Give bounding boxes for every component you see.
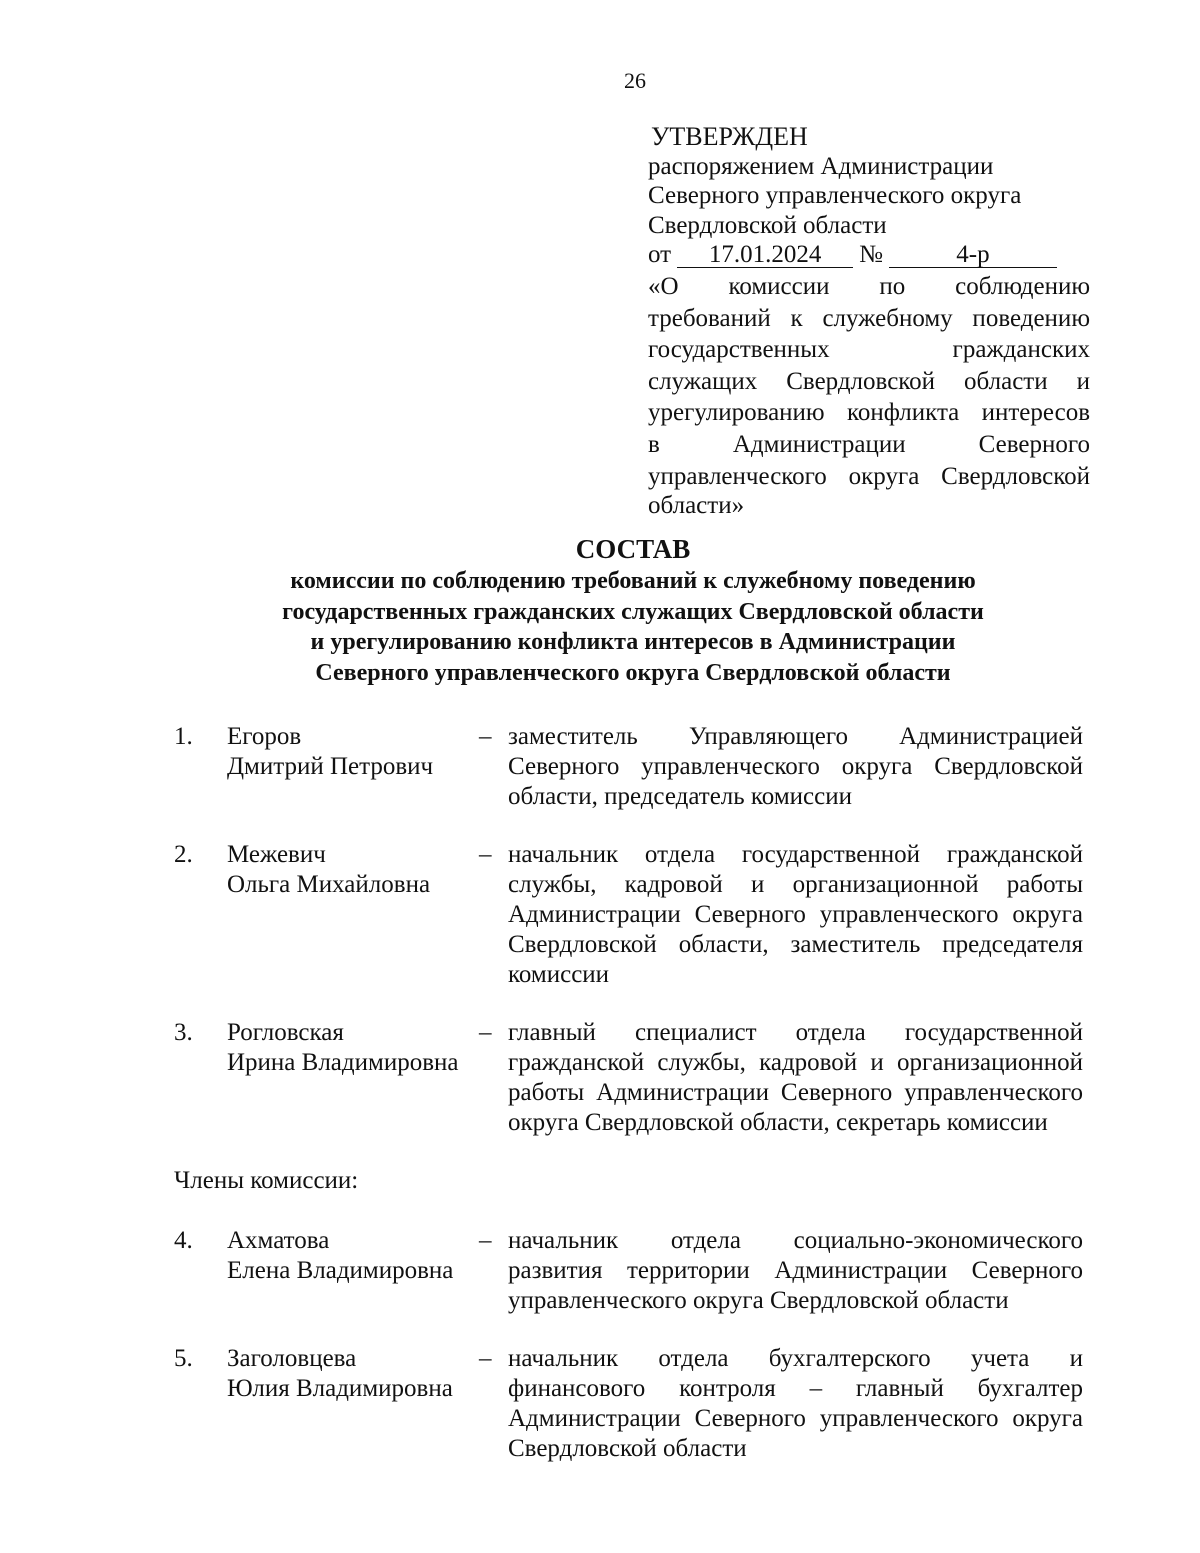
member-given-name: Ольга Михайловна [227,871,431,898]
member-number: 2. [174,841,193,868]
approval-line: распоряжением Администрации [648,152,994,180]
member-given-name: Юлия Владимировна [227,1375,453,1402]
approval-number: 4-р [889,243,1057,268]
approval-line: Свердловской области [648,211,887,239]
approval-date-line [648,240,1090,270]
approval-date: 17.01.2024 [677,243,853,268]
title-line: государственных гражданских служащих Свердловской области [282,598,984,625]
member-number: 5. [174,1345,193,1372]
number-sign: № [859,241,883,269]
member-position: начальник отдела бухгалтерского учета и финансового контроля – главный бухгалтер Администрации Северного управленческого округа Свердловской области [508,1345,1083,1462]
title-line: комиссии по соблюдению требований к служебному поведению [290,568,976,594]
member-surname: Заголовцева [227,1345,357,1372]
member-name [227,840,479,990]
member-surname: Рогловская [227,1019,344,1046]
order-title-line: служащих Свердловской области и [648,367,1090,395]
approval-heading: УТВЕРЖДЕН [651,122,808,151]
member-number: 3. [174,1019,193,1046]
member-position: начальник отдела социально-экономического развития территории Администрации Северного управленческого округа Свердловской области [508,1227,1083,1314]
member-position: начальник отдела государственной гражданской службы, кадровой и организационной работы Администрации Северного управленческого округа Свердловской области, заместитель председателя комиссии [508,841,1083,988]
order-title-line: в Администрации Северного [648,430,1090,458]
member-number: 1. [174,723,193,750]
dash: – [479,1345,492,1372]
approval-stamp [648,122,1090,521]
member-name [227,1344,479,1464]
members-list [174,722,1084,1492]
page-number: 26 [624,68,646,93]
order-title-line: государственных гражданских [648,336,1090,364]
member-surname: Егоров [227,723,302,750]
order-title-line: области» [648,492,745,520]
members-label: Члены комиссии: [174,1167,359,1194]
member-entry [174,1226,1084,1316]
order-title-line: «О комиссии по соблюдению [648,272,1090,300]
member-surname: Межевич [227,841,326,868]
dash: – [479,723,492,750]
order-title-line: управленческого округа Свердловской [648,462,1090,490]
member-position: заместитель Управляющего Администрацией Северного управленческого округа Свердловской области, председатель комиссии [508,723,1083,810]
order-title-line: требований к служебному поведению [648,304,1090,332]
member-given-name: Дмитрий Петрович [227,753,434,780]
document-title [180,532,1086,688]
title-line: Северного управленческого округа Свердловской области [315,659,951,686]
title-line: и урегулированию конфликта интересов в Администрации [310,629,956,655]
member-entry [174,1344,1084,1464]
member-surname: Ахматова [227,1227,330,1254]
date-prefix: от [648,241,672,269]
member-entry [174,1018,1084,1138]
member-given-name: Ирина Владимировна [227,1049,459,1076]
approval-line: Северного управленческого округа [648,182,1022,210]
member-position: главный специалист отдела государственной гражданской службы, кадровой и организационной работы Администрации Северного управленческого округа Свердловской области, секретарь комиссии [508,1019,1083,1136]
member-name [227,1018,479,1138]
title-main: СОСТАВ [575,534,691,564]
member-number: 4. [174,1227,193,1254]
dash: – [479,1019,492,1046]
member-given-name: Елена Владимировна [227,1257,454,1284]
member-name [227,1226,479,1316]
member-entry [174,722,1084,812]
order-title-line: урегулированию конфликта интересов [648,399,1090,427]
member-name [227,722,479,812]
dash: – [479,1227,492,1254]
member-entry [174,840,1084,990]
dash: – [479,841,492,868]
